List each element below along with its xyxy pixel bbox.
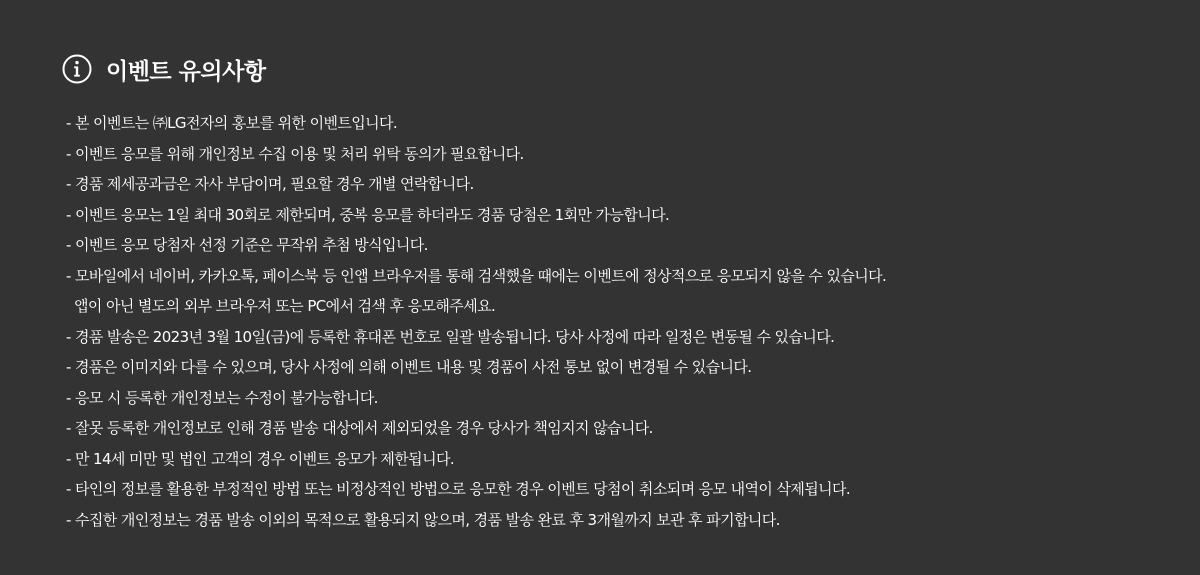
notice-item: - 본 이벤트는 ㈜LG전자의 홍보를 위한 이벤트입니다. [66, 114, 398, 132]
notice-title: 이벤트 유의사항 [106, 58, 266, 85]
notice-item: - 이벤트 응모 당첨자 선정 기준은 무작위 추첨 방식입니다. [66, 236, 428, 254]
notice-item: - 모바일에서 네이버, 카카오톡, 페이스북 등 인앱 브라우저를 통해 검색했을 때에는 이벤트에 정상적으로 응모되지 않을 수 있습니다. [66, 266, 887, 285]
info-circle-icon [62, 54, 92, 84]
notice-item: - 응모 시 등록한 개인정보는 수정이 불가능합니다. [66, 388, 378, 407]
notice-item: - 수집한 개인정보는 경품 발송 이외의 목적으로 활용되지 않으며, 경품 발송 완료 후 3개월까지 보관 후 파기합니다. [66, 510, 780, 529]
notice-item: - 이벤트 응모는 1일 최대 30회로 제한되며, 중복 응모를 하더라도 경품 당첨은 1회만 가능합니다. [66, 205, 670, 224]
notice-header [62, 52, 266, 86]
notice-item-continuation: 앱이 아닌 별도의 외부 브라우저 또는 PC에서 검색 후 응모해주세요. [74, 297, 496, 315]
notice-item: - 경품은 이미지와 다를 수 있으며, 당사 사정에 의해 이벤트 내용 및 경품이 사전 통보 없이 변경될 수 있습니다. [66, 358, 752, 376]
notice-item: - 경품 제세공과금은 자사 부담이며, 필요할 경우 개별 연락합니다. [66, 175, 474, 193]
notice-item: - 경품 발송은 2023년 3월 10일(금)에 등록한 휴대폰 번호로 일괄 발송됩니다. 당사 사정에 따라 일정은 변동될 수 있습니다. [66, 327, 835, 346]
notice-list [66, 108, 886, 535]
notice-item: - 타인의 정보를 활용한 부정적인 방법 또는 비정상적인 방법으로 응모한 경우 이벤트 당첨이 취소되며 응모 내역이 삭제됩니다. [66, 480, 851, 498]
notice-item: - 잘못 등록한 개인정보로 인해 경품 발송 대상에서 제외되었을 경우 당사가 책임지지 않습니다. [66, 419, 653, 437]
notice-item: - 만 14세 미만 및 법인 고객의 경우 이벤트 응모가 제한됩니다. [66, 449, 455, 468]
notice-item: - 이벤트 응모를 위해 개인정보 수집 이용 및 처리 위탁 동의가 필요합니다. [66, 144, 524, 163]
